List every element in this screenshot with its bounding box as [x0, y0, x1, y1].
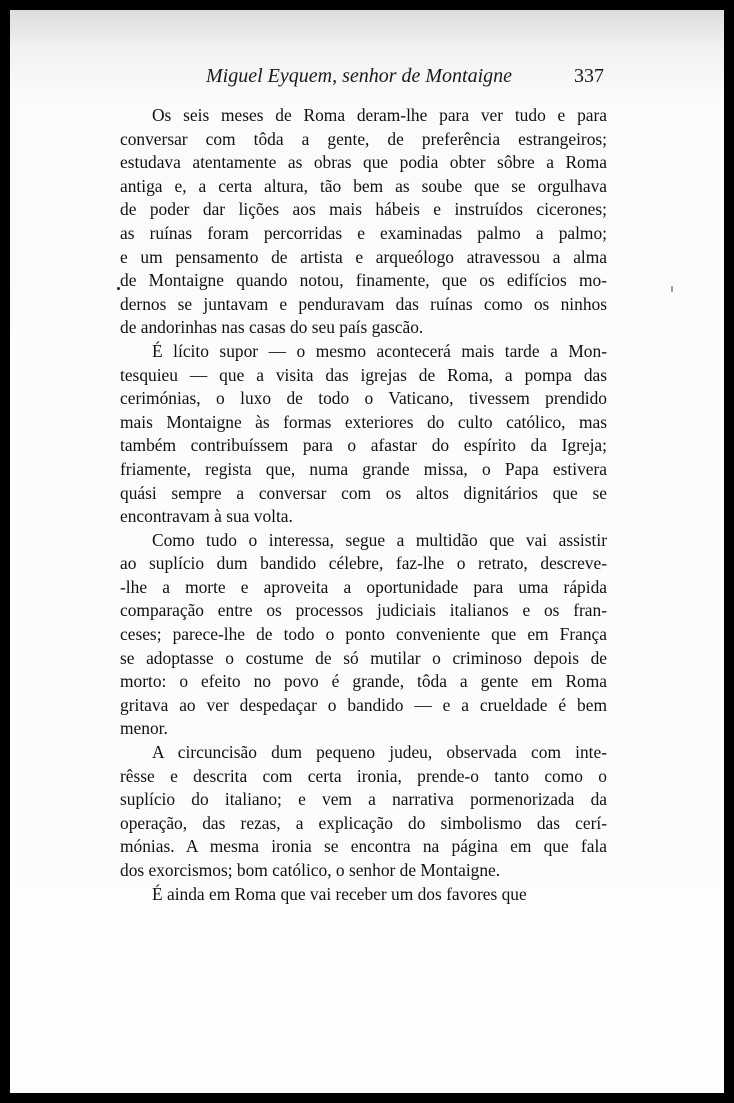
body-text: [120, 104, 607, 906]
print-speck: [117, 287, 120, 290]
text-line: morto: o efeito no povo é grande, tôda a gente em Roma: [120, 671, 607, 692]
text-line: É ainda em Roma que vai receber um dos favores que: [152, 883, 527, 904]
text-line: de poder dar lições aos mais hábeis e instruídos cicerones;: [120, 199, 607, 220]
text-line: quási sempre a conversar com os altos dignitários que se: [120, 482, 607, 503]
book-page: [10, 10, 724, 1093]
text-line: e um pensamento de artista e arqueólogo atravessou a alma: [120, 246, 607, 267]
paragraph: [120, 104, 607, 340]
text-line: se adoptasse o costume de só mutilar o criminoso depois de: [120, 647, 607, 668]
text-line: mónias. A mesma ironia se encontra na página em que fala: [120, 836, 607, 857]
text-line: suplício do italiano; e vem a narrativa pormenorizada da: [120, 789, 607, 810]
page-number: 337: [574, 65, 604, 87]
paragraph: [120, 883, 607, 907]
text-line: mais Montaigne às formas exteriores do culto católico, mas: [120, 411, 607, 432]
print-speck: [671, 286, 673, 292]
text-line: cerimónias, o luxo de todo o Vaticano, tivessem prendido: [120, 388, 607, 409]
text-line: A circuncisão dum pequeno judeu, observada com inte-: [152, 742, 607, 763]
text-line: estudava atentamente as obras que podia obter sôbre a Roma: [120, 152, 607, 173]
text-line: também contribuíssem para o afastar do espírito da Igreja;: [120, 435, 607, 456]
text-line: antiga e, a certa altura, tão bem as soube que se orgulhava: [120, 175, 607, 196]
text-line: encontravam à sua volta.: [120, 506, 293, 527]
text-line: dernos se juntavam e penduravam das ruínas como os ninhos: [120, 293, 607, 314]
text-line: É lícito supor — o mesmo acontecerá mais tarde a Mon-: [152, 340, 607, 361]
text-line: rêsse e descrita com certa ironia, prende-o tanto como o: [120, 765, 607, 786]
text-line: Como tudo o interessa, segue a multidão que vai assistir: [152, 529, 607, 550]
text-line: ceses; parece-lhe de todo o ponto conveniente que em França: [120, 624, 607, 645]
text-line: tesquieu — que a visita das igrejas de Roma, a pompa das: [120, 364, 607, 385]
text-line: -lhe a morte e aproveita a oportunidade para uma rápida: [120, 576, 607, 597]
text-line: de andorinhas nas casas do seu país gascão.: [120, 317, 424, 338]
text-line: conversar com tôda a gente, de preferência estrangeiros;: [120, 128, 607, 149]
text-line: operação, das rezas, a explicação do simbolismo das cerí-: [120, 812, 607, 833]
text-line: friamente, regista que, numa grande missa, o Papa estivera: [120, 458, 607, 479]
paragraph: [120, 340, 607, 529]
text-line: de Montaigne quando notou, finamente, que os edifícios mo-: [120, 270, 607, 291]
text-line: dos exorcismos; bom católico, o senhor de Montaigne.: [120, 860, 501, 880]
page-header: [120, 65, 604, 95]
text-line: menor.: [120, 718, 168, 739]
text-line: as ruínas foram percorridas e examinadas palmo a palmo;: [120, 222, 607, 243]
text-line: comparação entre os processos judiciais italianos e os fran-: [120, 600, 607, 621]
text-line: gritava ao ver despedaçar o bandido — e a crueldade é bem: [120, 694, 607, 715]
text-line: ao suplício dum bandido célebre, faz-lhe o retrato, descreve-: [120, 553, 607, 574]
paragraph: [120, 741, 607, 883]
running-title: Miguel Eyquem, senhor de Montaigne: [206, 65, 513, 87]
text-line: Os seis meses de Roma deram-lhe para ver tudo e para: [152, 105, 607, 125]
paragraph: [120, 529, 607, 741]
